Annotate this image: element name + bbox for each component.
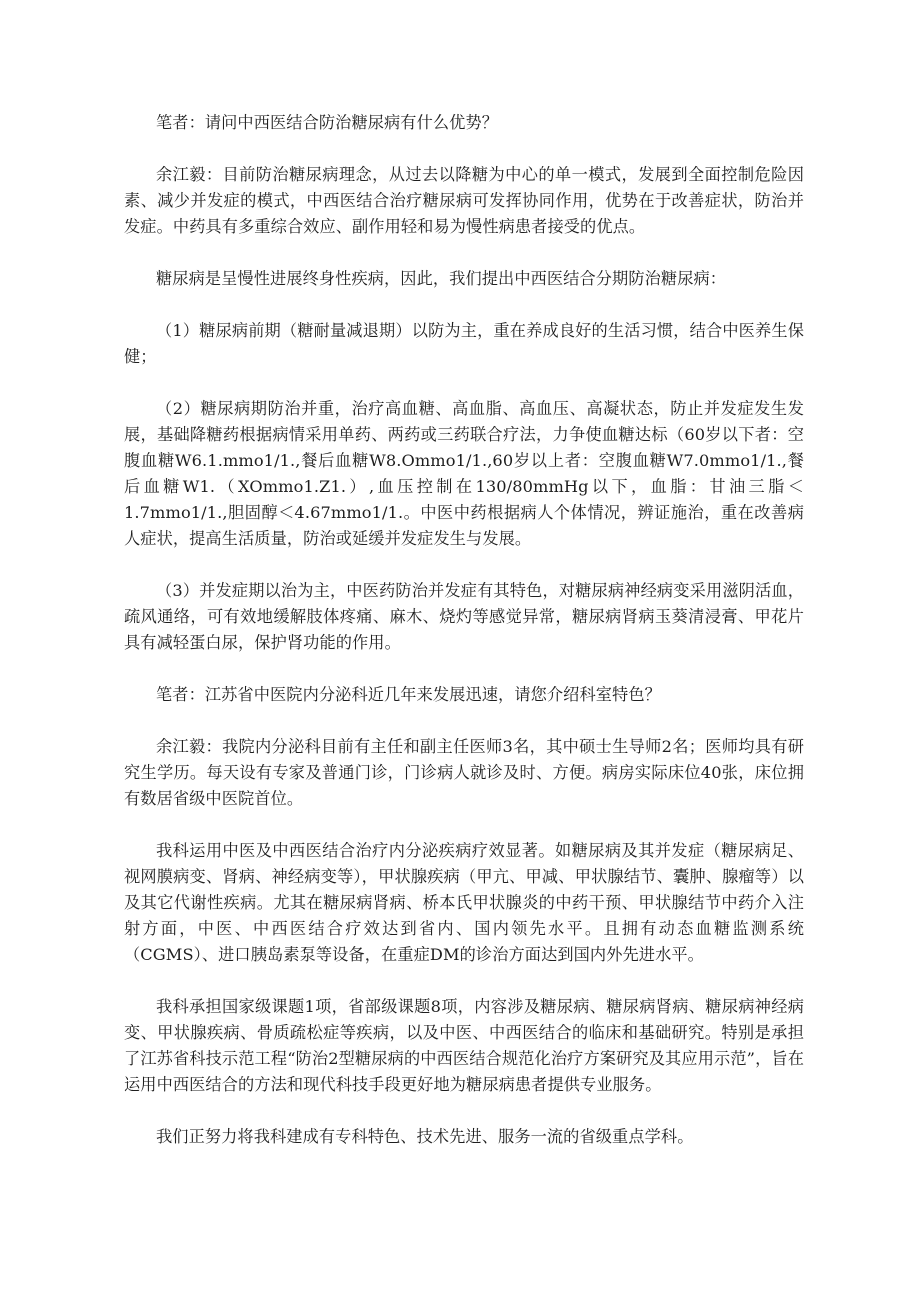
paragraph-stage-2: （2）糖尿病期防治并重，治疗高血糖、高血脂、高血压、高凝状态，防止并发症发生发展，基础降糖药根据病情采用单药、两药或三药联合疗法，力争使血糖达标（60岁以下者：空腹血糖W6.1.mmo1/1.,餐后血糖W8.Ommo1/1.,60岁以上者：空腹血糖W7.0mmo1/1.,餐后血糖W1.（XOmmo1.Z1.）,血压控制在130/80mmHg以下，血脂：甘油三脂＜1.7mmo1/1.,胆固醇＜4.67mmo1/1.。中医中药根据病人个体情况，辨证施治，重在改善病人症状，提高生活质量，防治或延缓并发症发生与发展。 [124, 399, 804, 548]
paragraph-stage-3: （3）并发症期以治为主，中医药防治并发症有其特色，对糖尿病神经病变采用滋阴活血，疏风通络，可有效地缓解肢体疼痛、麻木、烧灼等感觉异常，糖尿病肾病玉葵清浸膏、甲花片具有减轻蛋白尿，保护肾功能的作用。 [124, 581, 804, 652]
document-body [124, 110, 804, 1176]
paragraph-answer-1: 余江毅：目前防治糖尿病理念，从过去以降糖为中心的单一模式，发展到全面控制危险因素、减少并发症的模式，中西医结合治疗糖尿病可发挥协同作用，优势在于改善症状，防治并发症。中药具有多重综合效应、副作用轻和易为慢性病患者接受的优点。 [124, 165, 804, 236]
paragraph-stage-1: （1）糖尿病前期（糖耐量减退期）以防为主，重在养成良好的生活习惯，结合中医养生保健； [124, 321, 804, 366]
paragraph-closing: 我们正努力将我科建成有专科特色、技术先进、服务一流的省级重点学科。 [156, 1127, 694, 1146]
paragraph-staging-intro: 糖尿病是呈慢性进展终身性疾病，因此，我们提出中西医结合分期防治糖尿病： [156, 269, 727, 288]
paragraph-research-projects: 我科承担国家级课题1项，省部级课题8项，内容涉及糖尿病、糖尿病肾病、糖尿病神经病变、甲状腺疾病、骨质疏松症等疾病，以及中医、中西医结合的临床和基础研究。特别是承担了江苏省科技示范工程“防治2型糖尿病的中西医结合规范化治疗方案研究及其应用示范”，旨在运用中西医结合的方法和现代科技手段更好地为糖尿病患者提供专业服务。 [124, 997, 804, 1094]
paragraph-department-features: 我科运用中医及中西医结合治疗内分泌疾病疗效显著。如糖尿病及其并发症（糖尿病足、视网膜病变、肾病、神经病变等），甲状腺疾病（甲亢、甲减、甲状腺结节、囊肿、腺瘤等）以及其它代谢性疾病。尤其在糖尿病肾病、桥本氏甲状腺炎的中药干预、甲状腺结节中药介入注射方面，中医、中西医结合疗效达到省内、国内领先水平。且拥有动态血糖监测系统（CGMS）、进口胰岛素泵等设备，在重症DM的诊治方面达到国内外先进水平。 [124, 841, 804, 964]
paragraph-answer-2: 余江毅：我院内分泌科目前有主任和副主任医师3名，其中硕士生导师2名；医师均具有研究生学历。每天设有专家及普通门诊，门诊病人就诊及时、方便。病房实际床位40张，床位拥有数居省级中医院首位。 [124, 737, 804, 808]
paragraph-question-2: 笔者：江苏省中医院内分泌科近几年来发展迅速，请您介绍科室特色？ [156, 685, 661, 704]
paragraph-question-1: 笔者：请问中西医结合防治糖尿病有什么优势？ [156, 113, 499, 132]
